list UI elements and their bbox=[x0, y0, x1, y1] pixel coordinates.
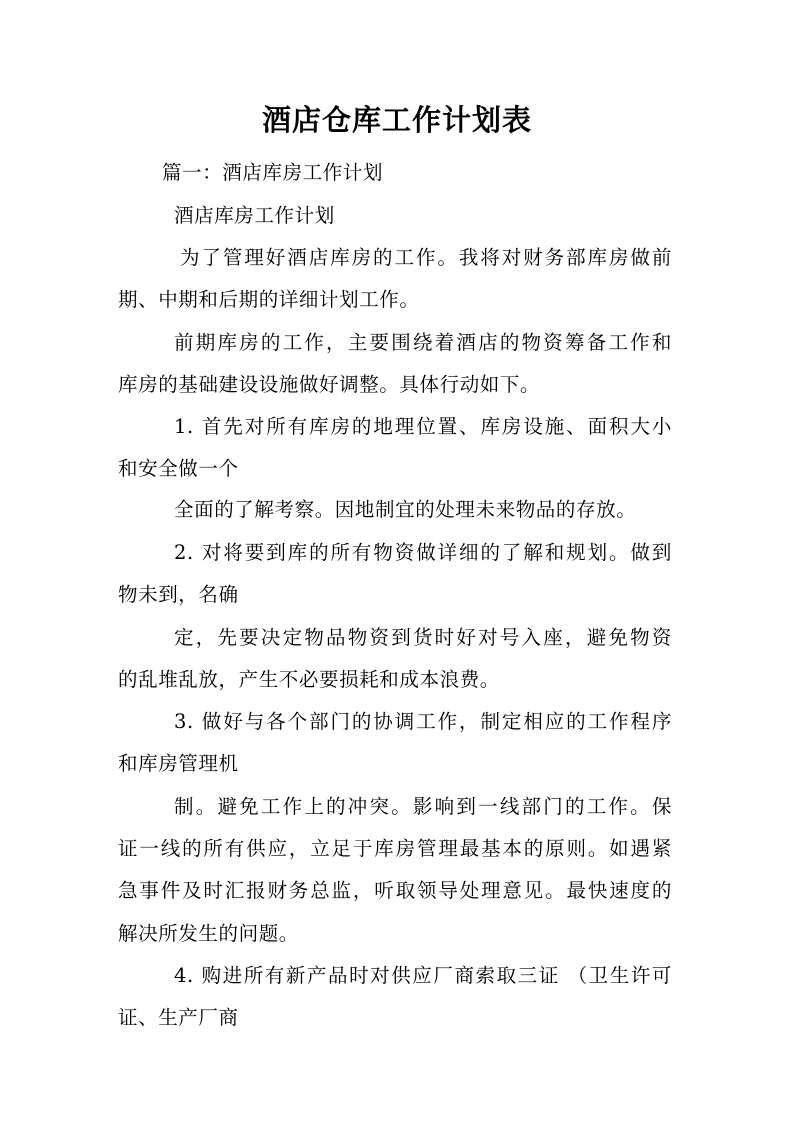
list-item-line: 的乱堆乱放，产生不必要损耗和成本浪费。 bbox=[118, 668, 500, 691]
section-heading: 篇一：酒店库房工作计划 bbox=[162, 161, 384, 184]
paragraph-line: 前期库房的工作，主要围绕着酒店的物资筹备工作和 bbox=[174, 331, 672, 354]
paragraph-line: 库房的基础建设设施做好调整。具体行动如下。 bbox=[118, 373, 541, 396]
list-item-line: 物未到，名确 bbox=[118, 583, 239, 606]
list-item-line: 证、生产厂商 bbox=[118, 1006, 239, 1029]
list-item-line: 定，先要决定物品物资到货时好对号入座，避免物资 bbox=[174, 626, 672, 649]
list-item-line: 4. 购进所有新产品时对供应厂商索取三证 （卫生许可 bbox=[174, 964, 672, 987]
subheading: 酒店库房工作计划 bbox=[174, 204, 335, 227]
list-item-line: 和安全做一个 bbox=[118, 457, 239, 480]
paragraph-line: 期、中期和后期的详细计划工作。 bbox=[118, 288, 420, 311]
list-item-line: 全面的了解考察。因地制宜的处理未来物品的存放。 bbox=[174, 498, 637, 521]
list-item-line: 解决所发生的问题。 bbox=[118, 922, 299, 945]
list-item-line: 急事件及时汇报财务总监，听取领导处理意见。最快速度的 bbox=[118, 879, 672, 902]
list-item-line: 制。避免工作上的冲突。影响到一线部门的工作。保 bbox=[174, 795, 672, 818]
paragraph-line: 为了管理好酒店库房的工作。我将对财务部库房做前 bbox=[180, 246, 672, 269]
document-title: 酒店仓库工作计划表 bbox=[261, 103, 532, 137]
list-item-line: 2. 对将要到库的所有物资做详细的了解和规划。做到 bbox=[174, 541, 672, 564]
list-item-line: 1. 首先对所有库房的地理位置、库房设施、面积大小 bbox=[174, 415, 672, 438]
list-item-line: 3. 做好与各个部门的协调工作，制定相应的工作程序 bbox=[174, 710, 672, 733]
list-item-line: 和库房管理机 bbox=[118, 752, 239, 775]
list-item-line: 证一线的所有供应，立足于库房管理最基本的原则。如遇紧 bbox=[118, 837, 672, 860]
